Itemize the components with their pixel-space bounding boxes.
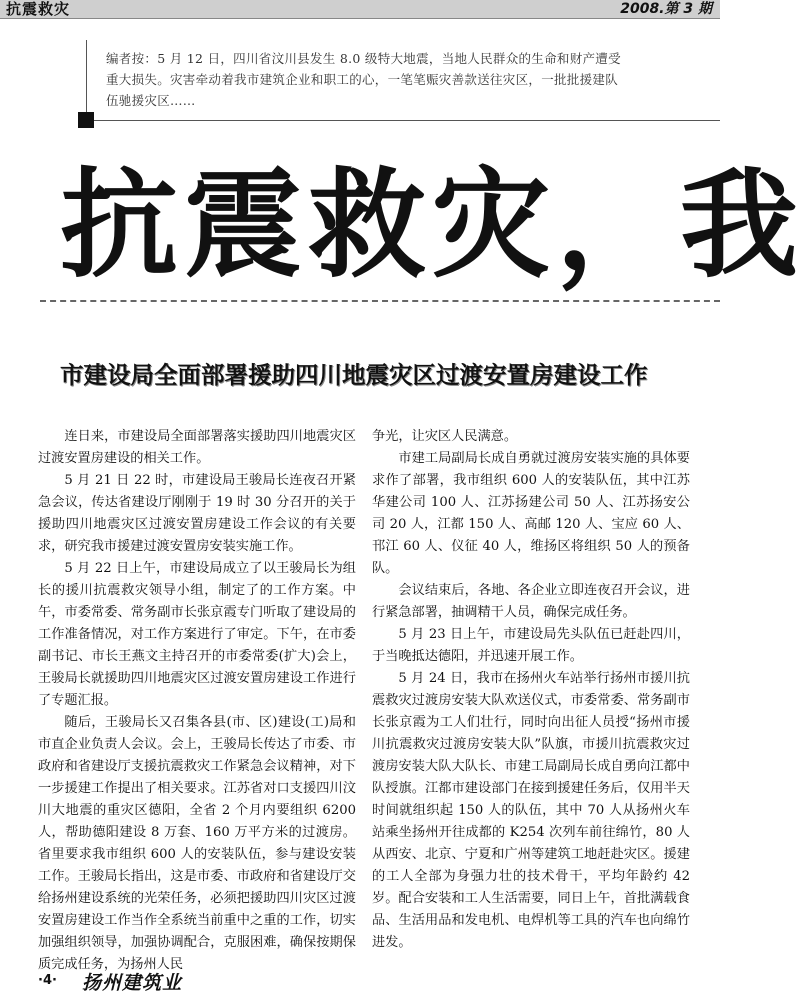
header-bar <box>0 0 720 19</box>
square-marker <box>78 112 94 128</box>
paragraph: 连日来，市建设局全面部署落实援助四川地震灾区过渡安置房建设的相关工作。 <box>38 429 356 466</box>
decorative-vertical-line <box>86 40 87 120</box>
paragraph: 5 月 22 日上午，市建设局成立了以王骏局长为组长的援川抗震救灾领导小组，制定了的工作方案。中午，市委常委、常务副市长张京霞专门听取了建设局的工作准备情况，对工作方案进行了审定。下午，在市委副书记、市长王燕文主持召开的市委常委(扩大)会上，王骏局长就援助四川地震灾区过渡安置房建设工作进行了专题汇报。 <box>38 561 356 708</box>
section-title: 抗震救灾 <box>6 0 71 18</box>
paragraph: 5 月 23 日上午，市建设局先头队伍已赶赴四川，于当晚抵达德阳，并迅速开展工作。 <box>372 627 690 664</box>
paragraph: 会议结束后，各地、各企业立即连夜召开会议，进行紧急部署，抽调精干人员，确保完成任务。 <box>372 583 690 620</box>
dashed-divider <box>40 300 720 302</box>
issue-number: 2008.第 3 期 <box>620 1 712 17</box>
paragraph: 市建工局副局长成自勇就过渡房安装实施的具体要求作了部署，我市组织 600 人的安装队伍，其中江苏华建公司 100 人、江苏扬建公司 50 人、江苏扬安公司 20 人，江都 150 人、高邮 120 人、宝应 60 人、邗江 60 人、仪征 40 人，维扬区将组织 50 人的预备队。 <box>372 451 690 576</box>
paragraph: 随后，王骏局长又召集各县(市、区)建设(工)局和市直企业负责人会议。会上，王骏局长传达了市委、市政府和省建设厅支援抗震救灾工作紧急会议精神，对下一步援建工作提出了相关要求。江苏省对口支援四川汶川大地震的重灾区德阳，全省 2 个月内要组织 6200 人，帮助德阳建设 8 万套、160 万平方米的过渡房。省里要求我市组织 600 人的安装队伍，参与建设安装工作。王骏局长指出，这是市委、市政府和省建设厅交给扬州建设系统的光荣任务，必须把援助四川灾区过渡安置房建设工作当作全系统当前重中之重的工作，切实加强组织领导，加强协调配合，克服困难，确保按期保质完成任务，为扬州人民 <box>38 715 356 972</box>
decorative-horizontal-line <box>86 120 720 121</box>
paragraph: 5 月 24 日，我市在扬州火车站举行扬州市援川抗震救灾过渡房安装大队欢送仪式，市委常委、常务副市长张京霞为工人们壮行，同时向出征人员授“扬州市援川抗震救灾过渡房安装大队”队旗，市援川抗震救灾过渡房安装大队大队长、市建工局副局长成自勇向江都中队授旗。江都市建设部门在接到援建任务后，仅用半天时间就组织起 150 人的队伍，其中 70 人从扬州火车站乘坐扬州开往成都的 K254 次列车前往绵竹，80 人从西安、北京、宁夏和广州等建筑工地赶赴灾区。援建的工人全部为身强力壮的技术骨干，平均年龄约 42 岁。配合安装和工人生活需要，同日上午，首批满载食品、生活用品和发电机、电焊机等工具的汽车也向绵竹进发。 <box>372 671 690 950</box>
paragraph: 争光，让灾区人民满意。 <box>372 429 518 444</box>
page-number: ·4· <box>38 973 57 988</box>
article-left-column <box>38 426 356 976</box>
magazine-logo: 扬州建筑业 <box>82 972 183 994</box>
banner-title: 抗震救灾，我 <box>60 156 804 294</box>
article-right-column <box>372 426 690 954</box>
editor-note: 编者按：5 月 12 日，四川省汶川县发生 8.0 级特大地震，当地人民群众的生命和财产遭受重大损失。灾害牵动着我市建筑企业和职工的心，一笔笔赈灾善款送往灾区，一批批援建队伍驰援灾区…… <box>106 51 621 108</box>
article-title: 市建设局全面部署援助四川地震灾区过渡安置房建设工作 <box>60 361 648 389</box>
paragraph: 5 月 21 日 22 时，市建设局王骏局长连夜召开紧急会议，传达省建设厅刚刚于 19 时 30 分召开的关于援助四川地震灾区过渡安置房建设工作会议的有关要求，研究我市援建过渡安置房安装实施工作。 <box>38 473 356 554</box>
